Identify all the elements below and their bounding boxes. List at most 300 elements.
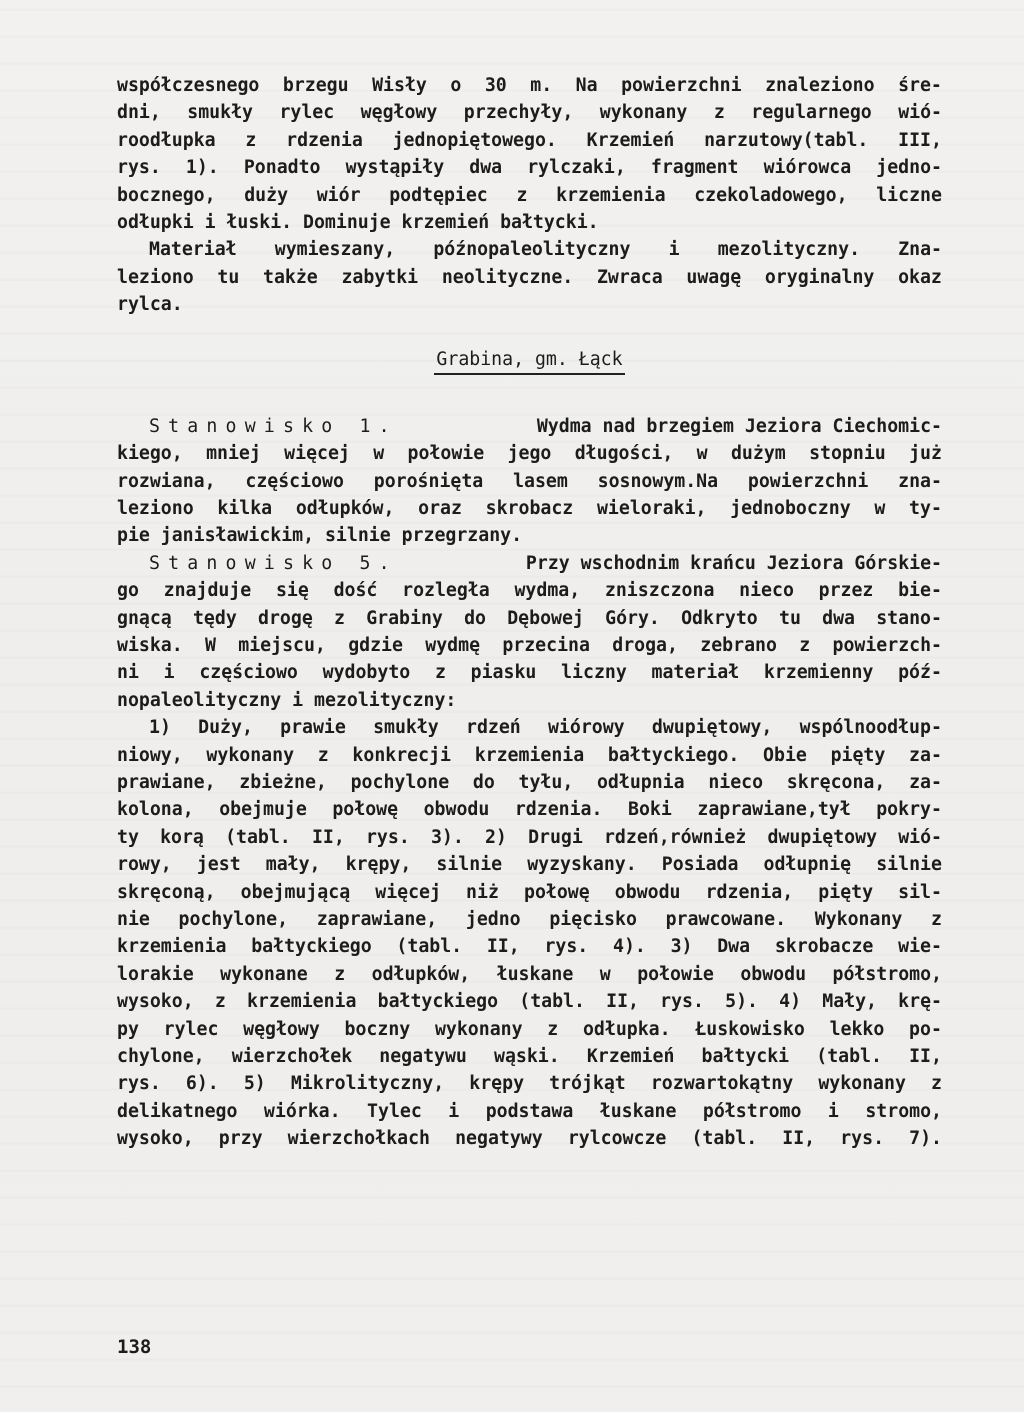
word: zabytki <box>341 266 419 288</box>
word: jednopiętowego. <box>392 129 557 151</box>
word: do <box>472 771 495 793</box>
word: boczny <box>344 1018 411 1040</box>
text-line <box>117 99 942 126</box>
text-line <box>117 714 942 741</box>
word: droga, <box>612 635 678 657</box>
word: wiska. <box>117 635 183 657</box>
word: do <box>464 607 486 629</box>
page-number: 138 <box>117 1336 152 1358</box>
body-text <box>117 72 942 1152</box>
word: odłupków, <box>295 498 395 520</box>
word: rdzenia, <box>705 881 794 903</box>
word: smukły <box>373 717 439 739</box>
word: konkrecji <box>352 744 451 766</box>
word: (tabl. <box>691 1128 758 1150</box>
word: Obie <box>763 744 807 766</box>
word: gdzie <box>348 635 403 657</box>
word: mezolityczny. <box>717 239 861 261</box>
word: nieco <box>739 580 794 602</box>
word: w <box>874 498 886 520</box>
word: skrobacz <box>485 498 574 520</box>
word: się <box>275 580 309 602</box>
word: (tabl. <box>519 991 585 1013</box>
word: z <box>334 963 346 985</box>
text-line <box>117 291 942 318</box>
text-line <box>117 961 942 988</box>
word: bałtycki <box>701 1045 790 1067</box>
text-line <box>117 154 942 181</box>
word: częściowo <box>245 470 344 492</box>
word: wyzyskany. <box>527 854 637 876</box>
word: rdzenia <box>286 129 363 151</box>
word: lekko <box>829 1018 885 1040</box>
word: łuskane <box>599 1100 677 1122</box>
word: Krzemień <box>586 1045 675 1067</box>
word: trójkąt <box>549 1073 626 1095</box>
word: współczesnego <box>117 75 260 96</box>
word: Boki <box>628 799 672 821</box>
word: więcej <box>375 881 441 903</box>
word: Wisły <box>372 75 427 96</box>
word: (tabl. <box>816 1045 882 1067</box>
word: prawie <box>280 717 346 739</box>
word: także <box>263 266 318 288</box>
word: przegrzany. <box>401 525 523 547</box>
word: 4) <box>779 991 802 1013</box>
word: Ponadto <box>243 157 321 179</box>
word: regularnego <box>751 102 872 124</box>
word: silnie <box>876 854 942 876</box>
word: i <box>448 1100 460 1122</box>
word: krępy <box>469 1073 525 1095</box>
word: Mały, <box>822 991 877 1013</box>
word: Krzemień <box>586 129 675 151</box>
word: łuskane <box>496 963 574 985</box>
word: jedno <box>465 908 521 930</box>
word: stromo, <box>865 1100 942 1122</box>
word: leziono <box>117 498 194 520</box>
word: pięty <box>830 744 886 766</box>
word: mezolityczny: <box>314 689 457 711</box>
word: rozległa <box>402 580 490 602</box>
text-line <box>117 236 942 263</box>
text-line <box>117 988 942 1015</box>
word: bałtycki. <box>500 211 599 233</box>
text-line <box>117 468 942 495</box>
text-line <box>117 550 942 577</box>
word: (tabl. <box>396 936 463 958</box>
text-line <box>117 413 942 440</box>
word: dużym <box>730 443 786 465</box>
word: wiórka. <box>263 1100 341 1122</box>
word: rozwartokątny <box>650 1073 794 1095</box>
text-line <box>117 440 942 467</box>
word: półstromo, <box>832 963 942 985</box>
text-line <box>117 1016 942 1043</box>
word: z <box>713 102 725 124</box>
word: pokry- <box>876 799 942 821</box>
word: w <box>696 443 708 465</box>
word: rys. <box>365 826 410 848</box>
word: W <box>205 635 216 657</box>
word: rdzenia. <box>514 799 603 821</box>
word: piasku <box>470 662 537 684</box>
word: pięty <box>818 881 874 903</box>
word: smukły <box>187 102 253 124</box>
word: częściowo <box>199 662 298 684</box>
word: jedno- <box>876 157 942 179</box>
text-line <box>117 182 942 209</box>
word: leziono <box>117 266 194 288</box>
word: rys. <box>544 936 589 958</box>
word: i <box>204 211 216 233</box>
word: materiał <box>651 662 740 684</box>
word: dwupiętowy, <box>651 717 773 739</box>
word: podtępiec <box>389 184 488 206</box>
word: zniszczona <box>604 580 715 602</box>
word: Odkryto <box>681 607 758 629</box>
word: dwupiętowy <box>767 826 878 848</box>
word: uwagę <box>686 266 742 288</box>
text-line <box>117 851 942 878</box>
word: zebrano <box>700 635 777 657</box>
word: tu <box>217 266 240 288</box>
word: Zwraca <box>596 266 663 288</box>
word: stopniu <box>809 443 886 465</box>
word: 7). <box>909 1128 942 1150</box>
word: połowę <box>524 881 590 903</box>
word: kiego, <box>117 443 183 465</box>
word: II, <box>311 826 345 848</box>
word: wydma, <box>514 580 581 602</box>
word: 3). <box>430 826 464 848</box>
word: porośnięta <box>373 470 484 492</box>
word: sosnowym.Na <box>597 470 719 492</box>
word: przez <box>818 580 874 602</box>
word: ty <box>117 826 139 848</box>
word: wspólnoodłup- <box>799 717 942 739</box>
word: powierzchni <box>747 470 869 492</box>
word: bałtyckiego <box>251 936 372 958</box>
word: rys. <box>660 991 704 1013</box>
word: długości, <box>574 443 674 465</box>
word: 5). <box>725 991 758 1013</box>
word: 1) <box>149 717 171 739</box>
word: mały, <box>265 854 321 876</box>
text-line <box>117 687 942 714</box>
word: połowie <box>407 443 485 465</box>
text-line <box>117 879 942 906</box>
word: dwa <box>822 607 855 629</box>
word: III, <box>898 129 942 151</box>
word: nopaleolityczny <box>117 689 282 711</box>
word: bocznego, <box>117 184 216 206</box>
word: krępy, <box>345 854 412 876</box>
word: odłupnię <box>763 854 852 876</box>
word: kolona, <box>117 799 194 821</box>
word: łuski. <box>226 211 293 233</box>
text-line <box>117 1043 942 1070</box>
word: i <box>163 662 175 684</box>
word: II, <box>606 991 639 1013</box>
word: wysoko, <box>117 991 194 1013</box>
word: wierzchołek <box>231 1045 353 1067</box>
word: z <box>434 662 446 684</box>
word: brzegu <box>282 75 349 96</box>
word: 2) <box>484 826 507 848</box>
word: lorakie <box>117 963 194 985</box>
word: powierzchni <box>621 75 742 96</box>
text-line <box>117 632 942 659</box>
word: i <box>827 1100 839 1122</box>
word: wystąpiły <box>345 157 445 179</box>
word: wykonany <box>818 1073 906 1095</box>
word: wierzchołkach <box>287 1128 431 1150</box>
word: obwodu <box>740 963 807 985</box>
word: fragment <box>650 157 739 179</box>
word: Zna- <box>898 239 942 261</box>
word: zbieżne, <box>239 771 327 793</box>
word: Tylec <box>367 1100 422 1122</box>
word: rdzeń <box>466 717 521 739</box>
word: bie- <box>898 580 942 602</box>
word: II, <box>782 1128 816 1150</box>
word: silnie <box>436 854 503 876</box>
word: wiór <box>316 184 361 206</box>
word: węgłowy <box>360 102 438 124</box>
word: kilka <box>217 498 273 520</box>
word: oryginalny <box>764 266 875 288</box>
word: rys. <box>117 1073 161 1095</box>
word: wąski. <box>494 1045 560 1067</box>
word: i <box>292 689 304 711</box>
word: Łuskowisko <box>695 1018 805 1040</box>
word: Na <box>575 75 598 96</box>
text-line <box>117 264 942 291</box>
word: ni <box>117 662 139 684</box>
word: obwodu <box>423 799 490 821</box>
word: wiórowy <box>547 717 625 739</box>
word: odłupnia <box>596 771 685 793</box>
word: późnopaleolityczny <box>433 239 631 261</box>
text-line <box>117 1070 942 1097</box>
word: wymieszany, <box>274 239 396 261</box>
text-line <box>117 522 942 549</box>
word: krzemienia <box>556 184 666 206</box>
word: z <box>931 1073 942 1095</box>
word: rylca. <box>117 294 183 316</box>
word: 6). <box>185 1073 219 1095</box>
word: Mikrolityczny, <box>290 1073 445 1095</box>
word: sil- <box>898 881 942 903</box>
word: 3) <box>670 936 693 958</box>
word: za- <box>909 744 942 766</box>
word: z <box>334 607 345 629</box>
word: neolityczne. <box>441 266 574 288</box>
word: z <box>547 1018 559 1040</box>
text-line <box>117 495 942 522</box>
word: oraz <box>418 498 462 520</box>
word: silnie <box>324 525 391 547</box>
word: Dominuje <box>303 211 391 233</box>
word: powierzch- <box>832 635 942 657</box>
word: i <box>668 239 680 261</box>
word: nieco <box>708 771 764 793</box>
word: prawiane, <box>117 771 216 793</box>
word: jego <box>507 443 552 465</box>
word: obwodu <box>614 881 681 903</box>
word: z <box>516 184 528 206</box>
site-label: Stanowisko 5. <box>149 552 398 574</box>
site-text: Wydma nad brzegiem Jeziora Ciechomic- <box>536 415 942 437</box>
word: z <box>214 991 226 1013</box>
word: wie- <box>898 936 942 958</box>
site-label: Stanowisko 1. <box>149 415 398 437</box>
word: Duży, <box>198 717 253 739</box>
word: krzemienia <box>246 991 357 1013</box>
word: duży <box>244 184 289 206</box>
word: o <box>450 75 462 96</box>
word: wydobyto <box>322 662 411 684</box>
word: niż <box>466 881 499 903</box>
word: rys. <box>840 1128 885 1150</box>
text-line <box>117 824 942 851</box>
word: skręconą, <box>117 881 216 903</box>
word: z <box>317 744 329 766</box>
word: nie <box>117 908 150 930</box>
word: znaleziono <box>765 75 875 96</box>
word: wydmę <box>425 635 481 657</box>
word: krzemienia <box>117 936 227 958</box>
word: krzemienia <box>474 744 585 766</box>
word: znajduje <box>163 580 252 602</box>
text-line <box>117 796 942 823</box>
word: 1). <box>185 157 219 179</box>
word: miejscu, <box>238 635 326 657</box>
word: z <box>245 129 257 151</box>
word: zna- <box>898 470 942 492</box>
word: przecina <box>502 635 590 657</box>
word: pochylone <box>350 771 450 793</box>
word: wykonane <box>220 963 308 985</box>
text-line <box>117 72 942 99</box>
word: z <box>799 635 811 657</box>
word: gnącą <box>117 607 172 629</box>
word: tędy <box>192 607 237 629</box>
word: jest <box>196 854 241 876</box>
word: korą <box>160 826 204 848</box>
word: Wykonany <box>814 908 903 930</box>
word: Drugi <box>528 826 583 848</box>
word: odłupka. <box>582 1018 671 1040</box>
word: bałtyckiego. <box>607 744 740 766</box>
word: połowie <box>637 963 714 985</box>
text-line <box>117 605 942 632</box>
word: połowę <box>332 799 399 821</box>
word: czekoladowego, <box>694 184 848 206</box>
word: niowy, <box>117 744 183 766</box>
text-line <box>117 1098 942 1125</box>
site-text: Przy wschodnim krańcu Jeziora Górskie- <box>525 552 942 574</box>
word: podstawa <box>485 1100 574 1122</box>
word: 30 <box>484 75 507 96</box>
word: dość <box>333 580 378 602</box>
word: II, <box>486 936 520 958</box>
word: wiórowca <box>763 157 852 179</box>
word: narzutowy(tabl. <box>704 129 869 151</box>
word: liczny <box>561 662 627 684</box>
word: wió- <box>898 826 942 848</box>
word: negatywy <box>455 1128 543 1150</box>
word: wykonany <box>434 1018 523 1040</box>
word: rylczaki, <box>527 157 626 179</box>
word: 5) <box>243 1073 266 1095</box>
word: rowy, <box>117 854 172 876</box>
word: Materiał <box>149 239 237 261</box>
word: odłupki <box>117 211 194 233</box>
word: mniej <box>206 443 261 465</box>
word: prawcowane. <box>665 908 787 930</box>
word: pochylone, <box>178 908 289 930</box>
word: węgłowy <box>243 1018 320 1040</box>
word: rys. <box>117 157 161 179</box>
word: wysoko, <box>117 1128 194 1150</box>
word: 4). <box>613 936 646 958</box>
word: jednoboczny <box>730 498 851 520</box>
word: bałtyckiego <box>377 991 499 1013</box>
text-line <box>117 769 942 796</box>
word: krzemienny <box>763 662 874 684</box>
word: tyłu, <box>518 771 574 793</box>
word: lasem <box>513 470 568 492</box>
word: Posiada <box>661 854 739 876</box>
word: (tabl. <box>225 826 291 848</box>
text-line <box>117 659 942 686</box>
word: liczne <box>876 184 942 206</box>
word: ty- <box>909 498 942 520</box>
section-heading <box>117 346 942 373</box>
word: w <box>373 443 385 465</box>
word: pięcisko <box>549 908 637 930</box>
word: negatywu <box>379 1045 467 1067</box>
word: obejmującą <box>240 881 351 903</box>
word: rylec <box>279 102 335 124</box>
word: rylec <box>163 1018 219 1040</box>
text-line <box>117 906 942 933</box>
word: wieloraki, <box>596 498 707 520</box>
word: w <box>599 963 611 985</box>
text-line <box>117 1125 942 1152</box>
word: zaprawiane,tył <box>697 799 851 821</box>
word: janisławickim, <box>160 525 315 547</box>
text-line <box>117 933 942 960</box>
word: drogę <box>258 607 313 629</box>
word: Grabiny <box>366 607 443 629</box>
word: już <box>909 443 942 465</box>
text-line <box>117 209 942 236</box>
word: go <box>117 580 139 602</box>
word: zaprawiane, <box>316 908 438 930</box>
word: przy <box>218 1128 263 1150</box>
word: z <box>931 908 942 930</box>
word: przechyły, <box>463 102 574 124</box>
word: py <box>117 1018 139 1040</box>
word: Dwa <box>717 936 751 958</box>
word: okaz <box>898 266 942 288</box>
word: rdzeń,również <box>603 826 747 848</box>
word: chylone, <box>117 1045 205 1067</box>
word: tu <box>779 607 801 629</box>
